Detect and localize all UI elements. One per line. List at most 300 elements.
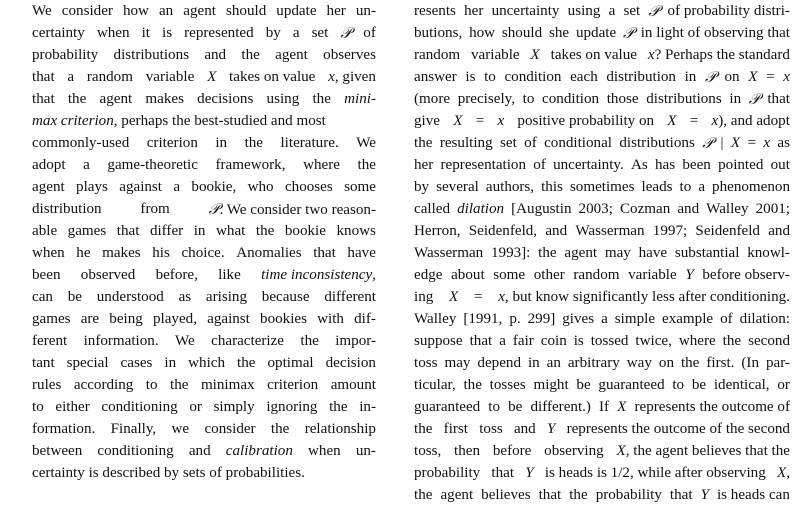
text-line [414, 132, 790, 154]
math-symbol-x-upper: X [616, 443, 626, 459]
text-line [32, 396, 376, 418]
word: ing [414, 289, 434, 305]
word: according [73, 377, 134, 393]
word: may [444, 355, 471, 371]
citation-token: Walley [414, 311, 457, 327]
word: a [173, 179, 181, 195]
word: framework, [215, 157, 286, 173]
citation-year: 2003; [578, 201, 613, 217]
text-line [32, 66, 376, 88]
word: agent [275, 47, 308, 63]
word: un- [355, 443, 376, 459]
emphasis-dilation: dilation [457, 201, 505, 217]
text-line [414, 352, 790, 374]
word: rules [32, 377, 62, 393]
math-operator-equals: = [473, 289, 483, 305]
word: commonly-used [32, 135, 130, 151]
word: tant [32, 355, 55, 371]
line-tail [209, 198, 376, 220]
phrase: of probability distri- [667, 3, 790, 19]
word: to [679, 179, 692, 195]
word: depend [477, 355, 521, 371]
text-line [414, 44, 790, 66]
text-line [414, 220, 790, 242]
phrase: positive probability on [517, 113, 655, 129]
word: bookie, [191, 179, 237, 195]
word: of [524, 135, 537, 151]
word: a [608, 3, 616, 19]
word: when [32, 245, 65, 261]
word: probability [414, 465, 481, 481]
word: substantial [674, 245, 740, 261]
math-operator-equals: = [475, 113, 485, 129]
word: with [317, 311, 344, 327]
word: impor- [335, 333, 376, 349]
word: observing [544, 443, 604, 459]
word: different.) [530, 399, 591, 415]
text-line [414, 0, 790, 22]
word: when [96, 25, 130, 41]
word: random [86, 69, 133, 85]
text-line [32, 264, 376, 286]
word: using [266, 91, 300, 107]
word: who [247, 179, 274, 195]
text-line [414, 110, 790, 132]
text-line [414, 418, 790, 440]
math-symbol-x-lower: x [783, 69, 790, 85]
word: from [140, 201, 170, 217]
math-symbol-x-lower: x [647, 47, 655, 63]
word: and [513, 421, 536, 437]
phrase: before observ- [702, 267, 790, 283]
word: coin [540, 333, 567, 349]
word: guaranteed [598, 377, 665, 393]
word: guaranteed [414, 399, 481, 415]
emphasis-time-inconsistency: time inconsistency [261, 267, 373, 283]
word: dilation: [739, 311, 790, 327]
word: in [729, 91, 742, 107]
word: be [508, 399, 523, 415]
word: amount [330, 377, 376, 393]
word: criterion [267, 377, 319, 393]
math-symbol-script-p: 𝒫 [704, 68, 716, 86]
text-line [32, 176, 376, 198]
word: condition [542, 91, 600, 107]
text-line [414, 88, 790, 110]
word: what [216, 223, 246, 239]
word: certainty [32, 25, 85, 41]
word: set [311, 25, 329, 41]
word: that [313, 245, 336, 261]
word: the [414, 421, 433, 437]
word: fair [512, 333, 534, 349]
word: this [541, 179, 563, 195]
math-symbol-x-upper: X [667, 113, 677, 129]
word: by [414, 179, 430, 195]
text-line [32, 132, 376, 154]
text-line [32, 440, 376, 462]
citation-token: Cozman [619, 201, 671, 217]
math-symbol-script-p: 𝒫 [748, 90, 760, 108]
punctuation: , [786, 465, 790, 481]
word: first. [706, 355, 735, 371]
citation-year: [1991, [463, 311, 503, 327]
text-line [32, 22, 376, 44]
word: authors, [485, 179, 535, 195]
text-line [32, 308, 376, 330]
word: the [414, 135, 433, 151]
word: cases [120, 355, 153, 371]
word: some [493, 267, 526, 283]
word: between [32, 443, 83, 459]
line-tail [648, 44, 790, 66]
word: arising [205, 289, 248, 305]
word: a [499, 333, 506, 349]
word: (In [741, 355, 759, 371]
word: the [414, 487, 433, 503]
word: distributions [619, 135, 695, 151]
body-column [414, 0, 790, 506]
word: resents [414, 3, 456, 19]
word: plays [76, 179, 108, 195]
math-operator-equals: = [747, 135, 756, 151]
line-tail [712, 110, 790, 132]
word: understood [96, 289, 164, 305]
word: par- [765, 355, 790, 371]
word: to [32, 399, 44, 415]
phrase: in light of observing that [640, 25, 790, 41]
word: using [567, 3, 601, 19]
text-line [414, 176, 790, 198]
text-line [414, 462, 790, 484]
word: his [152, 245, 170, 261]
text-line [32, 88, 376, 110]
word: the [329, 399, 348, 415]
phrase: , but know significantly less after conditioning. [504, 289, 790, 305]
math-symbol-x-lower: x [711, 113, 719, 129]
word: before [492, 443, 532, 459]
word: agent [440, 487, 474, 503]
word: are [80, 311, 100, 327]
word: knowl- [747, 245, 790, 261]
word: that [491, 465, 515, 481]
word: to [145, 377, 158, 393]
word: literature. [280, 135, 339, 151]
word: is [573, 333, 584, 349]
math-symbol-x-upper: X [530, 47, 540, 63]
word: a [292, 25, 300, 41]
text-line [414, 242, 790, 264]
word: where [303, 157, 340, 173]
phrase: ? Perhaps the standard [654, 47, 790, 63]
word: against [207, 311, 250, 327]
word: toss [479, 421, 503, 437]
word: the [463, 377, 482, 393]
word: knows [336, 223, 376, 239]
word: the [270, 421, 290, 437]
word: relationship [304, 421, 376, 437]
word: is [465, 69, 476, 85]
word: update [276, 3, 317, 19]
word: arbitrary [567, 355, 620, 371]
word: example [661, 311, 714, 327]
word: can [32, 289, 53, 305]
emphasis-calibration: calibration [225, 443, 293, 459]
word: chooses [284, 179, 333, 195]
word: be [67, 289, 82, 305]
word: ignoring [266, 399, 318, 415]
word: a [601, 311, 608, 327]
word: to [484, 69, 496, 85]
math-symbol-script-p: 𝒫 [648, 2, 660, 20]
word: minimax [200, 377, 255, 393]
citation-token: Herron, [414, 223, 461, 239]
punctuation: , [372, 267, 376, 283]
word: each [570, 69, 598, 85]
word: decisions [197, 91, 254, 107]
citation-token: Seidenfeld [695, 223, 760, 239]
math-symbol-x-upper: X [207, 69, 217, 85]
word: agent [183, 3, 216, 19]
word: might [533, 377, 569, 393]
text-line [32, 374, 376, 396]
word: twice, [635, 333, 672, 349]
line-tail [328, 66, 376, 88]
word: an [546, 355, 561, 371]
word: and [204, 47, 227, 63]
word: she [548, 25, 570, 41]
text-line [414, 286, 790, 308]
word: how [122, 3, 149, 19]
word: formation. [32, 421, 96, 437]
math-symbol-x-lower: x [763, 135, 771, 151]
word: on [724, 69, 740, 85]
word: observes [323, 47, 376, 63]
phrase: takes on value [229, 69, 316, 85]
word: been [32, 267, 61, 283]
word: because [261, 289, 310, 305]
word: the [300, 333, 319, 349]
text-line [32, 418, 376, 440]
math-symbol-y-upper: Y [700, 487, 709, 503]
word: bookies [260, 311, 307, 327]
word: uncertainty [491, 3, 560, 19]
math-operator-equals: = [689, 113, 699, 129]
word: has [655, 157, 676, 173]
word: of [720, 311, 733, 327]
word: where [678, 333, 716, 349]
math-symbol-x-upper: X [453, 113, 463, 129]
word: her [414, 157, 434, 173]
word: then [454, 443, 481, 459]
text-line [414, 154, 790, 176]
word: her [326, 3, 346, 19]
word: toss, [414, 443, 442, 459]
word: been [682, 157, 711, 173]
word: simple [614, 311, 656, 327]
word: first [443, 421, 468, 437]
word: or [777, 377, 790, 393]
citation-token: p. [509, 311, 521, 327]
word: to [522, 91, 535, 107]
math-symbol-script-p: 𝒫 [208, 200, 220, 218]
word: identical, [713, 377, 770, 393]
citation-page: 299] [527, 311, 556, 327]
citation-year: 1997; [652, 223, 688, 239]
word: which [188, 355, 226, 371]
word: different [324, 289, 376, 305]
word: condition [504, 69, 562, 85]
word: agent [564, 245, 598, 261]
word: the [357, 157, 376, 173]
word: We [356, 135, 376, 151]
math-operator-conditional-bar: | [720, 135, 724, 151]
text-line [32, 154, 376, 176]
word: consider [204, 421, 256, 437]
word: be [576, 377, 591, 393]
word: random [573, 267, 620, 283]
word: we [171, 421, 190, 437]
word: give [414, 113, 440, 129]
word: ferent [32, 333, 68, 349]
word: the [67, 91, 87, 107]
phrase: represents the outcome of [634, 399, 790, 415]
word: about [451, 267, 485, 283]
word: in- [359, 399, 376, 415]
word: being [109, 311, 143, 327]
word: distribution [32, 201, 102, 217]
word: those [606, 91, 639, 107]
word: sometimes [569, 179, 635, 195]
word: an [158, 3, 174, 19]
word: distribution [606, 69, 676, 85]
word: Finally, [110, 421, 157, 437]
word: as [777, 135, 790, 151]
text-line [414, 264, 790, 286]
word: decision [325, 355, 376, 371]
word: answer [414, 69, 457, 85]
word: As [630, 157, 648, 173]
citation-token: Walley [706, 201, 749, 217]
word: in [164, 355, 177, 371]
word: optimal [267, 355, 314, 371]
word: simply [213, 399, 255, 415]
word: the [312, 91, 331, 107]
text-line [32, 198, 376, 220]
word: be [691, 377, 707, 393]
word: able [32, 223, 58, 239]
word: We [32, 3, 52, 19]
word: when [308, 443, 341, 459]
word: edge [414, 267, 443, 283]
word: represented [184, 25, 254, 41]
word: Anomalies [236, 245, 302, 261]
word: in [193, 223, 206, 239]
word: agent [99, 91, 133, 107]
word: makes [145, 91, 184, 107]
word: gives [562, 311, 595, 327]
phrase: is heads is 1/2, while after observing [544, 465, 766, 481]
math-symbol-x-upper: X [776, 465, 787, 481]
word: of [363, 25, 376, 41]
word: should [501, 25, 543, 41]
line-tail [498, 286, 790, 308]
phrase: represents the outcome of the second [566, 421, 790, 437]
word: that [32, 69, 55, 85]
math-symbol-script-p: 𝒫 [340, 24, 352, 42]
word: that [538, 487, 562, 503]
word: is [162, 25, 173, 41]
word: uncertainty. [553, 157, 624, 173]
word: un- [355, 3, 376, 19]
word: characterize [211, 333, 285, 349]
word: toss [414, 355, 438, 371]
word: probability [595, 487, 662, 503]
word: played, [152, 311, 197, 327]
word: that [767, 91, 790, 107]
citation-year: 2001; [755, 201, 790, 217]
abstract-column [32, 0, 376, 484]
word: phenomenon [712, 179, 790, 195]
citation-token: Seidenfeld, [468, 223, 538, 239]
word: bookie [284, 223, 326, 239]
word: out [770, 157, 790, 173]
word: , given [334, 69, 376, 85]
word: conditioning [101, 399, 178, 415]
math-symbol-x-upper: X [449, 289, 459, 305]
text-line [414, 440, 790, 462]
line-tail [616, 440, 790, 462]
word: dif- [354, 311, 376, 327]
word: differ [149, 223, 184, 239]
word: believes [481, 487, 531, 503]
word: it [141, 25, 150, 41]
word: that [669, 487, 693, 503]
text-line [32, 330, 376, 352]
text-line [414, 396, 790, 418]
word: butions, [414, 25, 463, 41]
word: some [344, 179, 376, 195]
math-symbol-y-upper: Y [546, 421, 556, 437]
word: have [347, 245, 376, 261]
word: update [575, 25, 617, 41]
phrase: ), and adopt [718, 113, 790, 129]
word: variable [628, 267, 677, 283]
math-symbol-y-upper: Y [525, 465, 534, 481]
word: random [414, 47, 461, 63]
math-symbol-script-p: 𝒫 [623, 24, 634, 42]
text-line [32, 0, 376, 22]
word: that [116, 223, 140, 239]
text-line [414, 374, 790, 396]
word: resulting [439, 135, 493, 151]
word: representation [440, 157, 527, 173]
phrase: , the agent believes that the [625, 443, 790, 459]
word: the [569, 487, 588, 503]
word: set [500, 135, 517, 151]
math-symbol-x-lower: x [498, 289, 505, 305]
word: If [599, 399, 610, 415]
word: criterion [146, 135, 198, 151]
word: makes [102, 245, 141, 261]
math-symbol-script-p: 𝒫 [702, 134, 714, 152]
word: variable [471, 47, 520, 63]
word: her [464, 3, 484, 19]
word: ticular, [414, 377, 456, 393]
word: a [83, 157, 90, 173]
word: to [488, 399, 501, 415]
text-line [414, 198, 790, 220]
